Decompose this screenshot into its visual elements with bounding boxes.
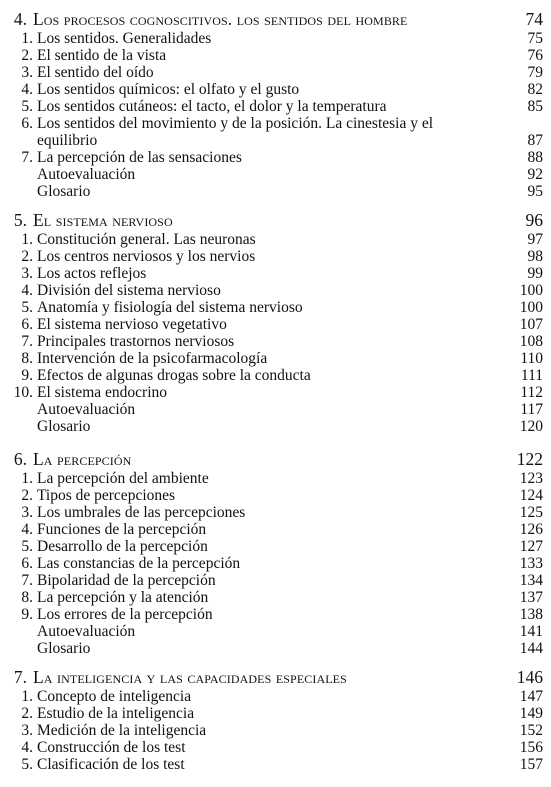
chapter-section — [0, 448, 551, 657]
toc-entry — [0, 81, 551, 98]
chapter-number: 7. — [13, 667, 27, 687]
entry-title: Medición de la inteligencia — [37, 722, 207, 739]
entry-title: Constitución general. Las neuronas — [37, 231, 256, 248]
entry-title: La percepción de las sensaciones — [37, 149, 242, 166]
entry-title: Glosario — [37, 640, 91, 657]
toc-entry — [0, 231, 551, 248]
toc-entry — [0, 333, 551, 350]
entry-number: 7. — [21, 149, 33, 166]
toc-entry — [0, 572, 551, 589]
entry-page-number: 149 — [519, 705, 543, 722]
toc-entry — [0, 384, 551, 401]
toc-entry — [0, 606, 551, 623]
entry-title: Funciones de la percepción — [37, 521, 207, 538]
entry-page-number: 147 — [519, 688, 543, 705]
toc-entry — [0, 149, 551, 166]
entry-title: Las constancias de la percepción — [37, 555, 241, 572]
entry-title: Los centros nerviosos y los nervios — [37, 248, 256, 265]
toc-entry — [0, 299, 551, 316]
entry-title: Los sentidos del movimiento y de la posición. La cinestesia y el equilibrio — [37, 115, 434, 149]
entry-page-number: 79 — [527, 64, 543, 81]
entry-page-number: 144 — [519, 640, 543, 657]
entry-title: Los sentidos cutáneos: el tacto, el dolor y la temperatura — [37, 98, 387, 115]
entry-number: 5. — [21, 756, 33, 773]
entry-title: Glosario — [37, 183, 91, 200]
entry-number: 2. — [21, 487, 33, 504]
entry-number: 3. — [21, 265, 33, 282]
entry-page-number: 124 — [519, 487, 543, 504]
chapter-section — [0, 8, 551, 200]
entry-page-number: 127 — [519, 538, 543, 555]
chapter-title: El sistema nervioso — [33, 210, 173, 230]
entry-title: Los sentidos. Generalidades — [37, 30, 212, 47]
entry-page-number: 97 — [527, 231, 543, 248]
entry-page-number: 152 — [519, 722, 543, 739]
chapter-page-number: 96 — [525, 210, 543, 230]
entry-number: 3. — [21, 64, 33, 81]
toc-entry — [0, 30, 551, 47]
entry-page-number: 117 — [520, 401, 543, 418]
entry-number: 7. — [21, 333, 33, 350]
toc-entry — [0, 756, 551, 773]
toc-entry — [0, 350, 551, 367]
entry-page-number: 126 — [519, 521, 543, 538]
chapter-section — [0, 209, 551, 435]
entry-page-number: 134 — [519, 572, 543, 589]
entry-number: 1. — [21, 688, 33, 705]
entry-title: El sistema endocrino — [37, 384, 167, 401]
toc-entry — [0, 265, 551, 282]
chapter-title: La percepción — [33, 449, 132, 469]
toc-entry — [0, 401, 551, 418]
chapter-title: Los procesos cognoscitivos. los sentidos del hombre — [33, 9, 408, 29]
toc-entry — [0, 623, 551, 640]
toc-entry — [0, 316, 551, 333]
chapter-section — [0, 666, 551, 773]
toc-entry — [0, 115, 551, 149]
entry-title: Los errores de la percepción — [37, 606, 213, 623]
entry-page-number: 133 — [519, 555, 543, 572]
entry-number: 4. — [21, 81, 33, 98]
entry-page-number: 100 — [519, 282, 543, 299]
entry-title: Autoevaluación — [37, 166, 136, 183]
entry-page-number: 141 — [519, 623, 543, 640]
entry-title: Clasificación de los test — [37, 756, 185, 773]
entry-page-number: 120 — [519, 418, 543, 435]
entry-title: Construcción de los test — [37, 739, 186, 756]
entry-title: La percepción y la atención — [37, 589, 209, 606]
entry-page-number: 156 — [519, 739, 543, 756]
entry-number: 7. — [21, 572, 33, 589]
entry-title: El sistema nervioso vegetativo — [37, 316, 227, 333]
entry-title: La percepción del ambiente — [37, 470, 209, 487]
chapter-heading — [0, 448, 551, 470]
chapter-number: 4. — [13, 9, 27, 29]
entry-title: Concepto de inteligencia — [37, 688, 192, 705]
entry-number: 10. — [13, 384, 33, 401]
entry-page-number: 75 — [527, 30, 543, 47]
chapter-page-number: 122 — [516, 449, 543, 469]
chapter-heading — [0, 209, 551, 231]
entry-number: 5. — [21, 98, 33, 115]
entry-title: División del sistema nervioso — [37, 282, 221, 299]
toc-entry — [0, 504, 551, 521]
toc-entry — [0, 367, 551, 384]
entry-page-number: 138 — [519, 606, 543, 623]
toc-entry — [0, 555, 551, 572]
chapter-heading — [0, 666, 551, 688]
entry-page-number: 99 — [527, 265, 543, 282]
entry-number: 9. — [21, 606, 33, 623]
toc-entry — [0, 98, 551, 115]
entry-page-number: 76 — [527, 47, 543, 64]
entry-number: 1. — [21, 30, 33, 47]
toc-entry — [0, 589, 551, 606]
toc-entry — [0, 705, 551, 722]
entry-title: Desarrollo de la percepción — [37, 538, 208, 555]
entry-number: 3. — [21, 504, 33, 521]
entry-title: Estudio de la inteligencia — [37, 705, 195, 722]
entry-page-number: 87 — [527, 132, 543, 149]
entry-number: 2. — [21, 705, 33, 722]
entry-page-number: 125 — [519, 504, 543, 521]
entry-number: 9. — [21, 367, 33, 384]
entry-title: Tipos de percepciones — [37, 487, 176, 504]
entry-page-number: 88 — [527, 149, 543, 166]
entry-number: 1. — [21, 470, 33, 487]
entry-title: Anatomía y fisiología del sistema nervioso — [37, 299, 303, 316]
entry-page-number: 137 — [519, 589, 543, 606]
toc-entry — [0, 487, 551, 504]
toc-entry — [0, 722, 551, 739]
entry-page-number: 111 — [520, 367, 543, 384]
entry-title: Los actos reflejos — [37, 265, 147, 282]
entry-page-number: 98 — [527, 248, 543, 265]
toc-entry — [0, 521, 551, 538]
entry-number: 3. — [21, 722, 33, 739]
entry-page-number: 112 — [520, 384, 543, 401]
toc-entry — [0, 739, 551, 756]
chapter-number: 5. — [13, 210, 27, 230]
entry-page-number: 123 — [519, 470, 543, 487]
chapter-page-number: 74 — [525, 9, 543, 29]
entry-title: Los umbrales de las percepciones — [37, 504, 246, 521]
entry-number: 5. — [21, 299, 33, 316]
entry-page-number: 107 — [519, 316, 543, 333]
toc-entry — [0, 282, 551, 299]
entry-title: El sentido del oído — [37, 64, 154, 81]
entry-number: 8. — [21, 350, 33, 367]
toc-entry — [0, 538, 551, 555]
entry-title: Autoevaluación — [37, 401, 136, 418]
toc-entry — [0, 470, 551, 487]
entry-page-number: 95 — [527, 183, 543, 200]
entry-number: 4. — [21, 282, 33, 299]
toc-entry — [0, 418, 551, 435]
toc-entry — [0, 183, 551, 200]
entry-title: Autoevaluación — [37, 623, 136, 640]
entry-number: 2. — [21, 47, 33, 64]
entry-number: 4. — [21, 521, 33, 538]
entry-page-number: 157 — [519, 756, 543, 773]
toc-entry — [0, 47, 551, 64]
entry-page-number: 92 — [527, 166, 543, 183]
chapter-heading — [0, 8, 551, 30]
toc-entry — [0, 688, 551, 705]
toc-entry — [0, 166, 551, 183]
toc-entry — [0, 640, 551, 657]
chapter-page-number: 146 — [516, 667, 543, 687]
entry-title: El sentido de la vista — [37, 47, 167, 64]
entry-title: Los sentidos químicos: el olfato y el gusto — [37, 81, 300, 98]
entry-title: Intervención de la psicofarmacología — [37, 350, 268, 367]
entry-page-number: 100 — [519, 299, 543, 316]
entry-page-number: 82 — [527, 81, 543, 98]
entry-number: 6. — [21, 316, 33, 333]
entry-title: Principales trastornos nerviosos — [37, 333, 235, 350]
entry-number: 6. — [21, 555, 33, 572]
chapter-number: 6. — [13, 449, 27, 469]
entry-number: 2. — [21, 248, 33, 265]
toc-entry — [0, 248, 551, 265]
entry-title: Glosario — [37, 418, 91, 435]
toc-entry — [0, 64, 551, 81]
entry-page-number: 85 — [527, 98, 543, 115]
entry-title: Efectos de algunas drogas sobre la conducta — [37, 367, 311, 384]
chapter-title: La inteligencia y las capacidades especiales — [33, 667, 347, 687]
entry-number: 4. — [21, 739, 33, 756]
entry-title: Bipolaridad de la percepción — [37, 572, 216, 589]
entry-number: 1. — [21, 231, 33, 248]
entry-page-number: 108 — [519, 333, 543, 350]
entry-number: 5. — [21, 538, 33, 555]
entry-page-number: 110 — [520, 350, 543, 367]
entry-number: 6. — [21, 115, 33, 132]
entry-number: 8. — [21, 589, 33, 606]
